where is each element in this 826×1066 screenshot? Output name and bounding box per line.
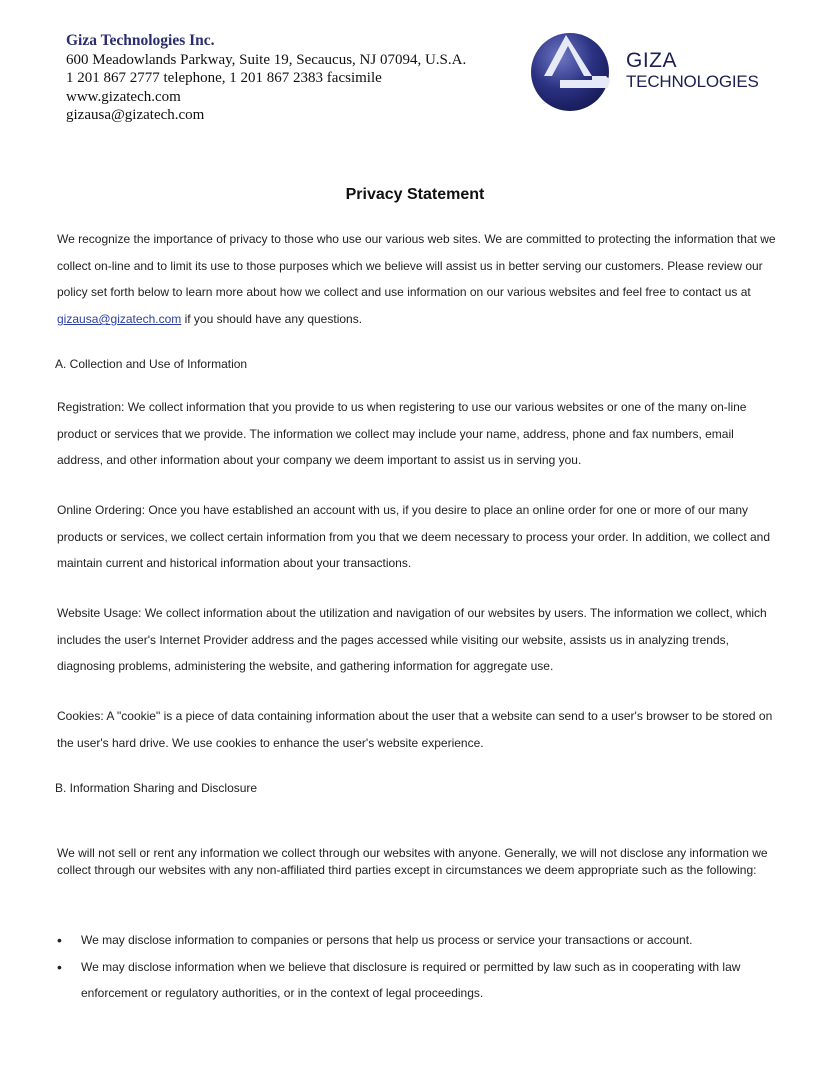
- page-title: Privacy Statement: [345, 186, 485, 203]
- bullet-icon: •: [57, 958, 62, 975]
- section-a-heading: A. Collection and Use of Information: [55, 357, 248, 371]
- giza-logo-icon: [530, 32, 614, 114]
- list-item: [57, 927, 777, 954]
- letterhead: [66, 32, 466, 125]
- giza-logo: [530, 32, 770, 114]
- disclosure-list: [57, 927, 777, 1007]
- intro-text-end: if you should have any questions.: [181, 312, 363, 327]
- company-email: gizausa@gizatech.com: [66, 107, 205, 123]
- list-item-text: We may disclose information to companies or persons that help us process or service your transactions or account.: [81, 933, 693, 947]
- list-item: [57, 954, 777, 1007]
- list-item-text: We may disclose information when we believe that disclosure is required or permitted by law such as in cooperating with law enforcement or regulatory authorities, or in the context of legal proceedings.: [81, 959, 741, 1001]
- website-usage-paragraph: Website Usage: We collect information about the utilization and navigation of our websites by users. The information we collect, which includes the user's Internet Provider address and the pages accessed while visiting our website, assists us in analyzing trends, diagnosing problems, administering the website, and gathering information for aggregate use.: [57, 606, 767, 674]
- registration-paragraph: Registration: We collect information that you provide to us when registering to use our various websites or one of the many on-line product or services that we provide. The information we collect may include your name, address, phone and fax numbers, email address, and other information about your company we deem important to assist us in serving you.: [57, 400, 747, 468]
- logo-wordmark: [626, 50, 759, 90]
- intro-text: We recognize the importance of privacy to those who use our various web sites. We are committed to protecting the information that we collect on-line and to limit its use to those purposes which we believe will assist us in better serving our customers. Please review our policy set forth below to learn more about how we collect and use information on our various websites and feel free to contact us at: [57, 232, 776, 300]
- company-phone: 1 201 867 2777 telephone, 1 201 867 2383 facsimile: [66, 70, 382, 86]
- intro-paragraph: [57, 226, 777, 333]
- online-ordering-paragraph: Online Ordering: Once you have established an account with us, if you desire to place an online order for one or more of our many products or services, we collect certain information from you that we deem necessary to process your order. In addition, we collect and maintain current and historical information about your transactions.: [57, 503, 771, 571]
- logo-line-technologies: TECHNOLOGIES: [626, 72, 759, 91]
- bullet-icon: •: [57, 932, 62, 948]
- company-name: Giza Technologies Inc.: [66, 32, 215, 49]
- cookies-paragraph: Cookies: A "cookie" is a piece of data containing information about the user that a website can send to a user's browser to be stored on the user's hard drive. We use cookies to enhance the user's website experience.: [57, 709, 773, 750]
- sharing-intro-paragraph: We will not sell or rent any information we collect through our websites with anyone. Generally, we will not disclose any information we collect through our websites with any non-affiliated third parties except in circumstances we deem appropriate such as the following:: [57, 846, 768, 877]
- section-b-heading: B. Information Sharing and Disclosure: [55, 781, 258, 795]
- company-website: www.gizatech.com: [66, 88, 181, 105]
- logo-line-giza: GIZA: [626, 49, 678, 72]
- company-address: 600 Meadowlands Parkway, Suite 19, Secaucus, NJ 07094, U.S.A.: [66, 51, 467, 68]
- contact-email-link[interactable]: gizausa@gizatech.com: [57, 312, 182, 327]
